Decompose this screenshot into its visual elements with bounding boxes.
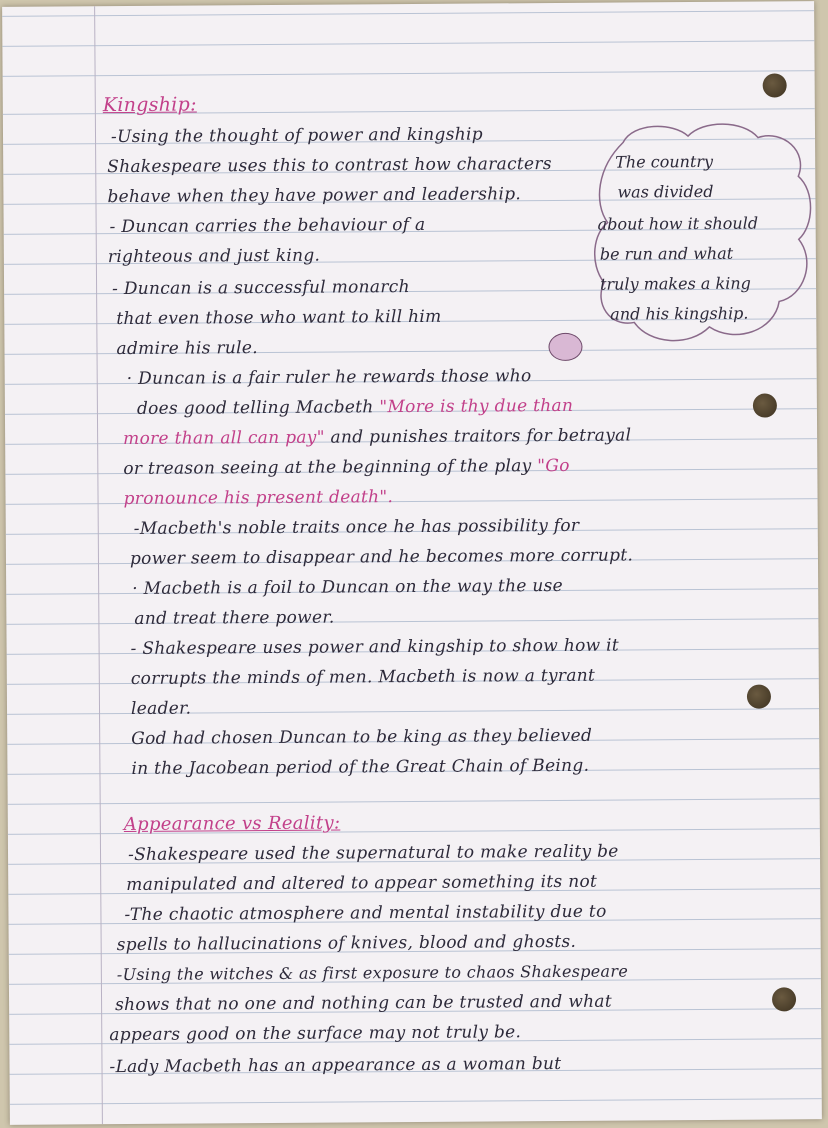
quote-text: "More is thy due than — [379, 395, 574, 418]
note-line — [137, 395, 573, 420]
bubble-line: truly makes a king — [599, 273, 751, 294]
binder-hole — [747, 684, 771, 708]
note-text: or treason seeing at the beginning of the play — [123, 456, 538, 480]
bubble-line: and his kingship. — [610, 303, 749, 324]
quote-text: "Go — [537, 455, 570, 477]
note-line: corrupts the minds of men. Macbeth is now a tyrant — [130, 665, 596, 689]
kingship-heading: Kingship: — [102, 93, 197, 117]
bubble-line: about how it should — [597, 213, 759, 234]
note-line: leader. — [130, 698, 192, 719]
binder-hole — [763, 73, 787, 97]
bubble-line: The country — [615, 151, 714, 172]
note-line: appears good on the surface may not truly be. — [109, 1022, 522, 1046]
note-line: behave when they have power and leadership. — [107, 184, 522, 208]
note-line: righteous and just king. — [107, 245, 321, 268]
note-line: - Duncan carries the behaviour of a — [109, 214, 426, 238]
bubble-tail — [548, 333, 582, 361]
thought-bubble — [593, 121, 815, 358]
margin-line — [94, 6, 103, 1124]
note-line: God had chosen Duncan to be king as they believed — [131, 725, 593, 749]
note-line: -Lady Macbeth has an appearance as a woman but — [109, 1053, 562, 1078]
note-line: and treat there power. — [134, 607, 335, 629]
bubble-line: be run and what — [599, 243, 734, 264]
appearance-heading: Appearance vs Reality: — [123, 812, 341, 836]
note-line: power seem to disappear and he becomes more corrupt. — [129, 545, 634, 569]
notebook-page — [2, 1, 822, 1125]
bubble-line: was divided — [617, 181, 714, 202]
note-line: · Macbeth is a foil to Duncan on the way the use — [132, 575, 564, 599]
note-line: shows that no one and nothing can be trusted and what — [115, 991, 613, 1016]
note-line: Shakespeare uses this to contrast how characters — [107, 154, 552, 178]
note-line: admire his rule. — [116, 338, 259, 360]
note-text: does good telling Macbeth — [136, 397, 374, 419]
note-line — [123, 455, 570, 480]
note-line: - Duncan is a successful monarch — [112, 277, 410, 300]
note-line: · Duncan is a fair ruler he rewards those who — [126, 366, 532, 389]
note-line: spells to hallucinations of knives, blood and ghosts. — [116, 931, 577, 956]
note-line: - Shakespeare uses power and kingship to show how it — [130, 635, 620, 659]
quote-line: pronounce his present death". — [123, 487, 394, 510]
binder-hole — [772, 987, 796, 1011]
note-line: -Shakespeare used the supernatural to make reality be — [127, 841, 619, 865]
note-line: that even those who want to kill him — [116, 306, 442, 330]
note-line: -Macbeth's noble traits once he has possibility for — [133, 515, 580, 539]
note-line: -Using the witches & as first exposure to chaos Shakespeare — [116, 961, 629, 985]
note-line: manipulated and altered to appear something its not — [126, 871, 598, 896]
binder-hole — [753, 393, 777, 417]
note-line: -Using the thought of power and kingship — [110, 124, 483, 148]
note-line: -The chaotic atmosphere and mental instability due to — [124, 901, 607, 926]
note-line: in the Jacobean period of the Great Chain of Being. — [131, 755, 590, 779]
note-line — [123, 424, 631, 450]
note-text: and punishes traitors for betrayal — [324, 425, 632, 448]
quote-text: more than all can pay" — [123, 427, 325, 450]
